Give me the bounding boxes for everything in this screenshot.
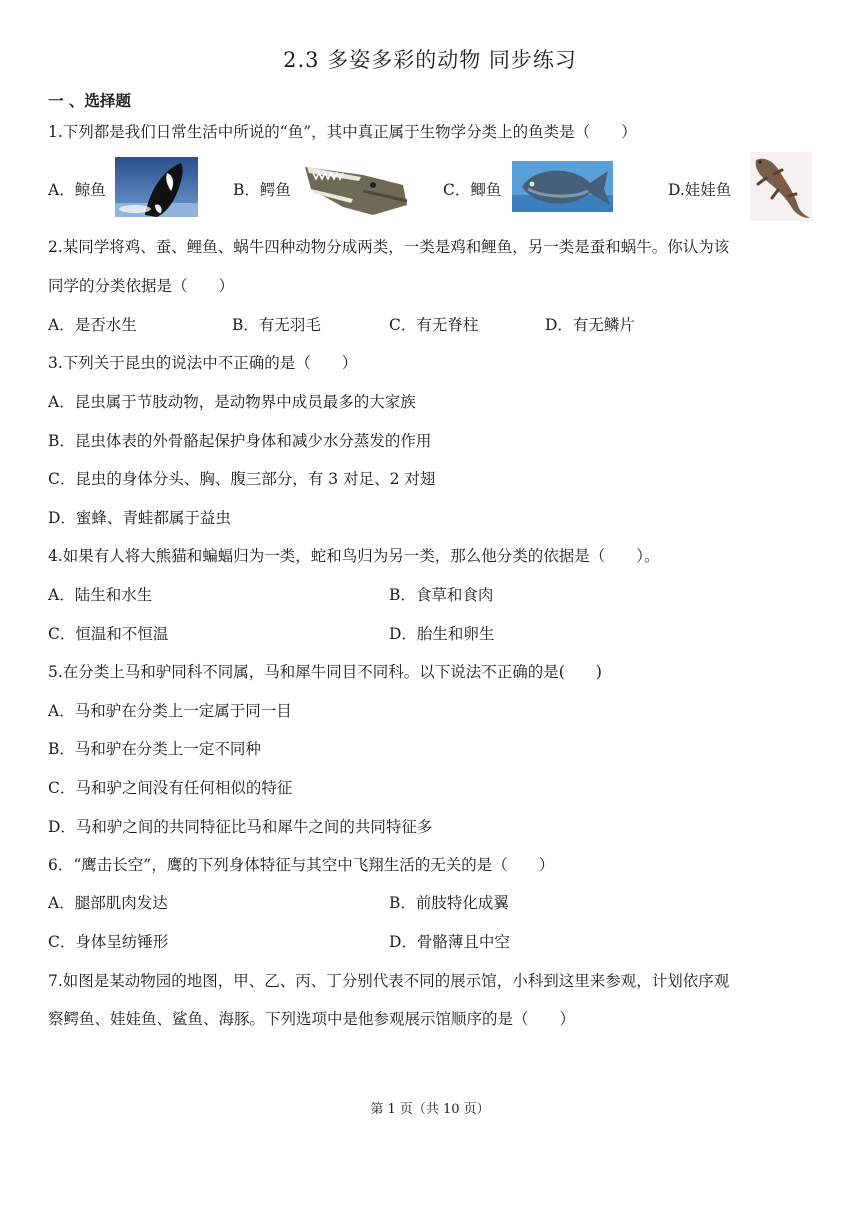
q4-option-c: C．恒温和不恒温	[48, 625, 169, 643]
q4-option-a: A．陆生和水生	[48, 586, 153, 604]
q4-option-b: B．食草和食肉	[389, 586, 494, 604]
q3-option-b: B．昆虫体表的外骨骼起保护身体和减少水分蒸发的作用	[48, 432, 432, 450]
q5-option-c: C．马和驴之间没有任何相似的特征	[48, 779, 293, 797]
q5-option-d: D．马和驴之间的共同特征比马和犀牛之间的共同特征多	[48, 818, 433, 836]
question-3-stem: 3.下列关于昆虫的说法中不正确的是（ ）	[48, 354, 358, 372]
q6-option-a: A．腿部肌肉发达	[48, 894, 168, 912]
salamander-image	[750, 152, 812, 221]
question-7-stem-cont: 察鳄鱼、娃娃鱼、鲨鱼、海豚。下列选项中是他参观展示馆顺序的是（ ）	[48, 1010, 576, 1028]
q2-option-b: B．有无羽毛	[232, 316, 321, 334]
question-7-stem: 7.如图是某动物园的地图，甲、乙、丙、丁分别代表不同的展示馆，小科到这里来参观，计划依序观	[48, 972, 730, 990]
question-4-stem: 4.如果有人将大熊猫和蝙蝠归为一类，蛇和鸟归为另一类，那么他分类的依据是（ ）。	[48, 547, 660, 565]
q1-option-d: D.娃娃鱼	[668, 181, 732, 199]
page-title: 2.3 多姿多彩的动物 同步练习	[283, 48, 577, 72]
q6-option-c: C．身体呈纺锤形	[48, 933, 169, 951]
question-5-stem: 5.在分类上马和驴同科不同属，马和犀牛同目不同科。以下说法不正确的是( )	[48, 663, 602, 681]
q2-option-a: A．是否水生	[48, 316, 137, 334]
q5-option-b: B．马和驴在分类上一定不同种	[48, 740, 261, 758]
question-2-stem-cont: 同学的分类依据是（ ）	[48, 277, 235, 295]
q1-option-a: A．鲸鱼	[48, 181, 106, 199]
q6-option-d: D．骨骼薄且中空	[389, 933, 510, 951]
q1-option-c: C．鲫鱼	[443, 181, 502, 199]
q2-option-d: D．有无鳞片	[545, 316, 635, 334]
q6-option-b: B．前肢特化成翼	[389, 894, 509, 912]
page-footer: 第 1 页（共 10 页）	[370, 1102, 490, 1117]
q1-option-b: B．鳄鱼	[233, 181, 291, 199]
orca-image	[115, 157, 198, 217]
question-6-stem: 6．“鹰击长空”，鹰的下列身体特征与其空中飞翔生活的无关的是（ ）	[48, 856, 555, 874]
q5-option-a: A．马和驴在分类上一定属于同一目	[48, 702, 292, 720]
q3-option-d: D．蜜蜂、青蛙都属于益虫	[48, 509, 231, 527]
question-1-stem: 1.下列都是我们日常生活中所说的“鱼”，其中真正属于生物学分类上的鱼类是（ ）	[48, 123, 637, 141]
carp-image	[512, 161, 613, 212]
q2-option-c: C．有无脊柱	[389, 316, 479, 334]
q3-option-c: C．昆虫的身体分头、胸、腹三部分，有 3 对足、2 对翅	[48, 470, 436, 488]
q4-option-d: D．胎生和卵生	[389, 625, 495, 643]
question-2-stem: 2.某同学将鸡、蚕、鲤鱼、蜗牛四种动物分成两类，一类是鸡和鲤鱼，另一类是蚕和蜗牛。你认为该	[48, 238, 730, 256]
crocodile-image	[303, 155, 409, 219]
section-heading: 一 、选择题	[48, 91, 131, 110]
q3-option-a: A．昆虫属于节肢动物，是动物界中成员最多的大家族	[48, 393, 416, 411]
